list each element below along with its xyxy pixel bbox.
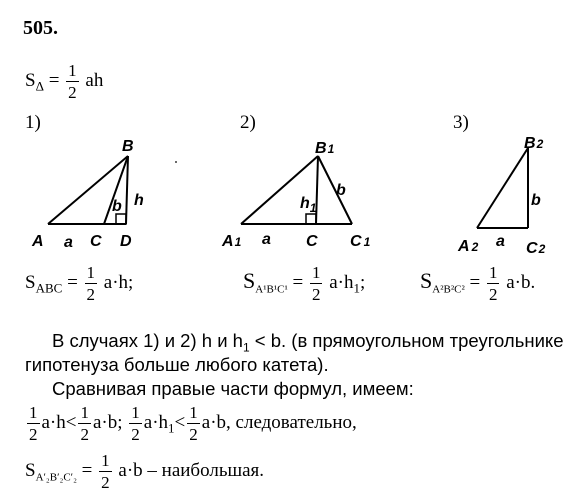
vertex-b2: B2 xyxy=(524,135,544,152)
paragraph-line-3: Сравнивая правые части формул, имеем: xyxy=(52,378,414,399)
final-conclusion: $S_{A'_2B'_2C'_2}$ = $\frac{1}{2}$ a·b – наибольшая. xyxy=(25,451,265,492)
fraction-half: $\frac{1}{2}$ xyxy=(488,263,498,304)
paragraph-line-1: В случаях 1) и 2) h и $h_1 < b$. (в прямоугольном треугольнике xyxy=(52,330,564,355)
vertex-c1: C 1 xyxy=(350,233,371,250)
right-angle-mark xyxy=(116,214,126,224)
problem-number: 505. xyxy=(23,17,58,39)
case-label-2: 2) xyxy=(240,112,256,133)
vertex-b: B xyxy=(122,138,134,155)
right-angle-mark-2 xyxy=(306,214,316,224)
comparison-line: $\frac{1}{2}$ a·h< $\frac{1}{2}$ a·b; $\frac{1}{2}$ $a\cdot h_1<$ $\frac{1}{2}$ a·b, следовательно, xyxy=(29,403,357,444)
base-a-label: a xyxy=(64,234,73,251)
fraction-half: $\frac{1}{2}$ xyxy=(86,263,96,304)
formula-case-1: $S_{ABC}$ = $\frac{1}{2}$ a·h; xyxy=(25,263,134,304)
side-b-label-3: b xyxy=(531,192,541,209)
vertex-b1: B1 xyxy=(315,140,335,157)
vertex-d: D xyxy=(120,233,132,250)
area-symbol: S xyxy=(25,69,36,91)
stray-dot xyxy=(175,161,177,163)
case-label-1: 1) xyxy=(25,112,41,133)
side-b-label: b xyxy=(112,198,122,215)
equals-sign: = xyxy=(48,69,60,91)
vertex-c: C xyxy=(306,233,318,250)
formula-case-2: $S_{A^1B^1C^1}$ = $\frac{1}{2}$ $a\cdot h_1$; xyxy=(243,263,366,304)
fraction-half: $\frac{1}{2}$ xyxy=(311,263,321,304)
fraction-half: $\frac{1}{2}$ xyxy=(68,61,77,102)
paragraph-line-2: гипотенуза больше любого катета). xyxy=(25,354,329,375)
case-label-3: 3) xyxy=(453,112,469,133)
vertex-a2: A 2 xyxy=(458,238,479,255)
base-a-label-2: a xyxy=(262,231,271,248)
area-rest: ah xyxy=(85,69,104,91)
area-subscript: Δ xyxy=(35,78,44,94)
vertex-a: A xyxy=(32,233,44,250)
vertex-a1: A1 xyxy=(222,233,242,250)
side-a2b2 xyxy=(477,148,528,228)
height-h-label: h xyxy=(134,192,144,209)
fraction-half: $\frac{1}{2}$ xyxy=(101,451,110,492)
formula-case-3: $S_{A^2B^2C^2}$ = $\frac{1}{2}$ a·b. xyxy=(420,263,536,304)
height-h1-label: $h_1$ xyxy=(300,195,317,215)
base-a-label-3: a xyxy=(496,233,505,250)
side-b1c1 xyxy=(318,156,352,224)
vertex-c2: C2 xyxy=(526,240,546,257)
vertex-c: C xyxy=(90,233,102,250)
side-b-label-2: b xyxy=(336,182,346,199)
